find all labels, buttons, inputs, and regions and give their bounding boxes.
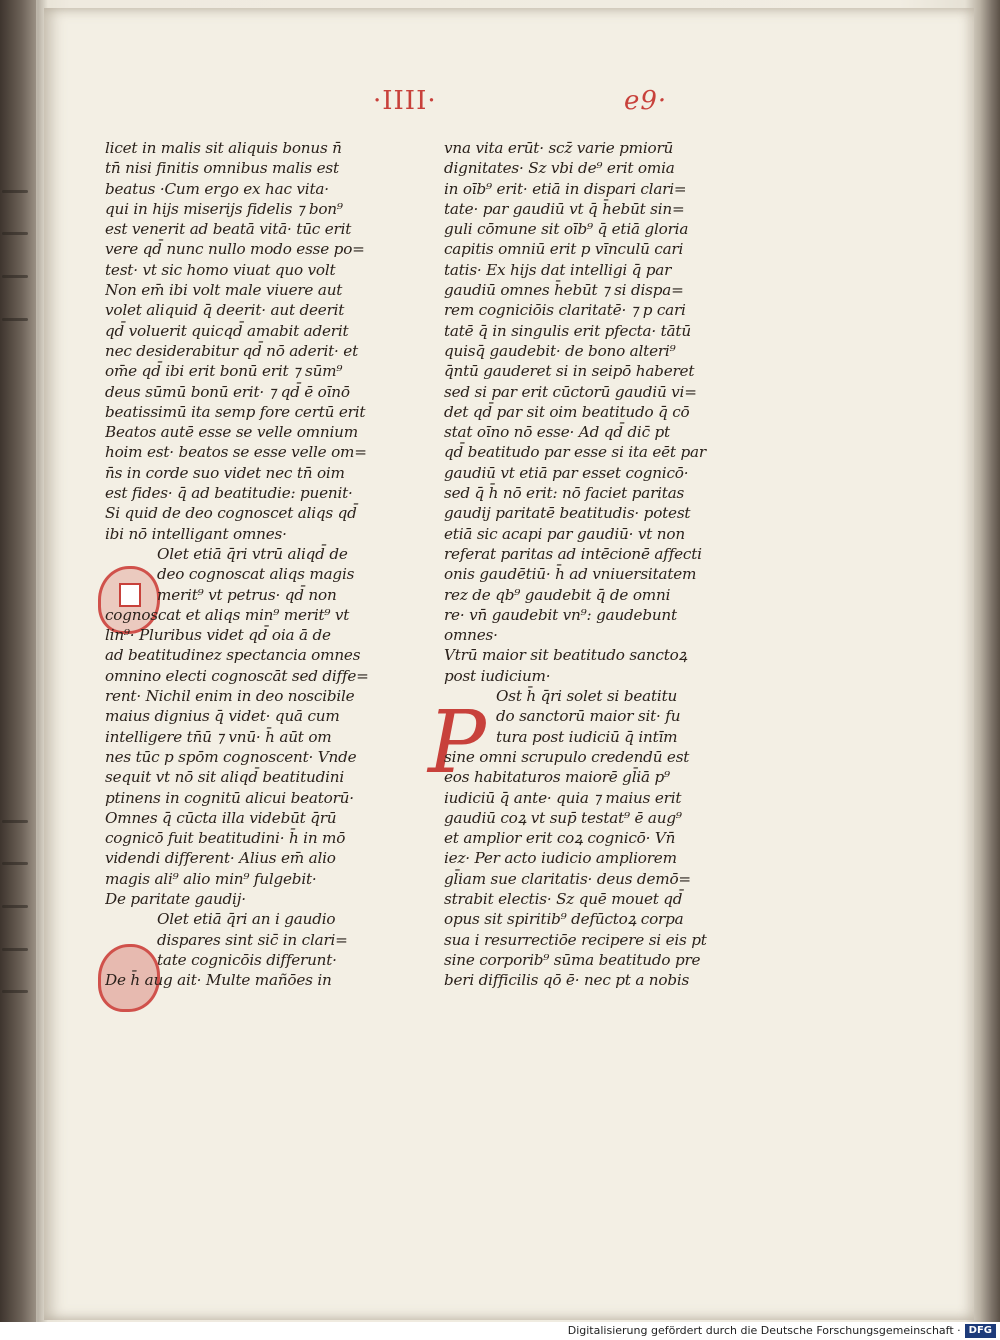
text-line: beatissimū ita semp fore certū erit [105, 402, 366, 421]
text-line: q̄ntū gauderet si in seipō haberet [444, 362, 695, 381]
text-line: Beatos autē esse se velle omnium [105, 423, 358, 442]
text-line: dispares sint sic̄ in clari= [157, 930, 348, 949]
text-column-left [105, 138, 375, 990]
decorated-initial-p: P [428, 693, 486, 793]
text-line: referat paritas ad intēcionē affecti [444, 544, 702, 563]
text-line: est fides· q̄ ad beatitudie: puenit· [105, 484, 353, 503]
text-line: sequit vt nō sit aliqd̄ beatitudini [105, 768, 344, 787]
text-line: vna vita erūt· scz̄ varie pmiorū [444, 139, 674, 157]
text-line: nec desiderabitur qd̄ nō aderit· et [105, 341, 358, 360]
text-line: intelligere tn̄ū ⁊ vnū· h̄ aūt om [105, 727, 332, 746]
text-line: beatus ·Cum ergo ex hac vita· [105, 179, 329, 198]
text-line: sine omni scrupulo credendū est [444, 747, 690, 766]
text-line: tatis· Ex hijs dat intelligi q̄ par [444, 260, 672, 279]
text-line: onis gaudētiū· h̄ ad vniuersitatem [444, 565, 697, 584]
text-line: De h̄ aug ait· Multe mañōes in [105, 971, 332, 990]
text-line: rem cogniciōis claritatē· ⁊ p cari [444, 301, 686, 320]
text-line: capitis omniū erit p vīnculū cari [444, 240, 684, 259]
text-line: licet in malis sit aliquis bonus n̄ [105, 139, 342, 157]
dfg-logo: DFG [965, 1324, 996, 1338]
text-line: gaudiū coꝝ vt sup̄ testat⁹ ē aug⁹ [444, 808, 682, 827]
text-line: in oīb⁹ erit· etiā in dispari clari= [444, 179, 687, 198]
text-line: n̄s in corde suo videt nec tn̄ oim [105, 463, 345, 482]
text-line: magis ali⁹ alio min⁹ fulgebit· [105, 869, 317, 888]
text-line: iez· Per acto iudicio ampliorem [444, 849, 677, 868]
text-line: vere qd̄ nunc nullo modo esse po= [105, 240, 365, 259]
text-line: ibi nō intelligant omnes· [105, 524, 287, 543]
text-line: tn̄ nisi finitis omnibus malis est [105, 159, 339, 178]
text-line: et amplior erit coꝝ cognicō· Vn̄ [444, 829, 676, 848]
running-header-left: ·IIII· [373, 86, 437, 116]
text-line: est venerit ad beatā vitā· tūc erit [105, 220, 352, 239]
text-line: tate cognicōis differunt· [157, 950, 337, 969]
text-line: sine corporib⁹ sūma beatitudo pre [444, 950, 701, 969]
text-line: gaudiū vt etiā par esset cognicō· [444, 463, 689, 482]
text-line: gl̄iam sue claritatis· deus demō= [444, 869, 691, 888]
text-line: Ost h̄ q̄ri solet si beatitu [496, 687, 678, 706]
text-line: re· vn̄ gaudebit vn⁹: gaudebunt [444, 605, 677, 624]
text-line: Vtrū maior sit beatitudo sanctoꝝ [444, 646, 688, 665]
text-line: merit⁹ vt petrus· qd̄ non [157, 585, 337, 604]
text-line: eos habitaturos maiorē gl̄iā p⁹ [444, 768, 670, 787]
text-line: det qd̄ par sit oim beatitudo q̄ cō [444, 402, 690, 421]
footer-credit: Digitalisierung gefördert durch die Deutsche Forschungsgemeinschaft · [567, 1324, 961, 1337]
text-line: qui in hijs miserijs fidelis ⁊ bon⁹ [105, 199, 343, 218]
text-line: tura post iudiciū q̄ intīm [496, 727, 678, 746]
text-line: cognoscat et aliqs min⁹ merit⁹ vt [105, 605, 350, 624]
text-line: qd̄ voluerit quicqd̄ amabit aderit [105, 321, 349, 340]
text-line: deus sūmū bonū erit· ⁊ qd̄ ē oīnō [105, 382, 350, 401]
text-line: sed si par erit cūctorū gaudiū vi= [444, 382, 697, 401]
folio-number: e9· [624, 86, 668, 116]
text-line: rent· Nichil enim in deo noscibile [105, 687, 355, 706]
text-line: maius dignius q̄ videt· quā cum [105, 707, 340, 726]
text-line: stat oīno nō esse· Ad qd̄ dic̄ pt [444, 423, 670, 442]
text-line: rez de qb⁹ gaudebit q̄ de omni [444, 585, 671, 604]
text-line: gaudij paritatē beatitudis· potest [444, 504, 691, 523]
text-line: Omnes q̄ cūcta illa videbūt q̄rū [105, 808, 337, 827]
text-line: dignitates· Sz vbi de⁹ erit omia [444, 159, 675, 178]
text-line: qd̄ beatitudo par esse si ita eēt par [444, 443, 706, 462]
text-line: sed q̄ h̄ nō erit: nō faciet paritas [444, 484, 685, 503]
text-line: tate· par gaudiū vt q̄ h̄ebūt sin= [444, 199, 685, 218]
text-line: gaudiū omnes h̄ebūt ⁊ si dispa= [444, 281, 684, 300]
text-line: opus sit spiritib⁹ defūctoꝝ corpa [444, 910, 684, 929]
text-line: quisq̄ gaudebit· de bono alteri⁹ [444, 341, 676, 360]
text-line: tatē q̄ in singulis erit pfecta· tātū [444, 321, 691, 340]
text-column-right [444, 138, 709, 990]
text-line: deo cognoscat aliqs magis [157, 565, 355, 584]
text-line: De paritate gaudij· [105, 889, 246, 908]
text-line: ptinens in cognitū alicui beatorū· [105, 788, 354, 807]
text-line: om̄e qd̄ ibi erit bonū erit ⁊ sūm⁹ [105, 362, 343, 381]
text-line: sua i resurrectiōe recipere si eis pt [444, 930, 707, 949]
text-line: nes tūc p spōm cognoscent· Vnde [105, 747, 357, 766]
text-line: iudiciū q̄ ante· quia ⁊ maius erit [444, 788, 682, 807]
text-line: Olet etiā q̄ri vtrū aliqd̄ de [157, 544, 348, 563]
text-line: hoim est· beatos se esse velle om= [105, 443, 367, 462]
text-line: do sanctorū maior sit· fu [496, 707, 681, 726]
text-line: omnes· [444, 626, 498, 645]
text-line: beri difficilis qō ē· nec pt a nobis [444, 971, 690, 990]
facing-page-edge [0, 0, 36, 1322]
text-line: Non em̄ ibi volt male viuere aut [105, 281, 343, 300]
text-line: Olet etiā q̄ri an i gaudio [157, 910, 336, 929]
text-line: videndi different· Alius em̄ alio [105, 849, 336, 868]
text-line: test· vt sic homo viuat quo volt [105, 260, 336, 279]
text-line: guli cōmune sit oīb⁹ q̄ etiā gloria [444, 220, 689, 239]
text-line: etiā sic acapi par gaudiū· vt non [444, 524, 685, 543]
text-line: volet aliquid q̄ deerit· aut deerit [105, 301, 345, 320]
text-line: Si quid de deo cognoscet aliqs qd̄ [105, 504, 357, 523]
text-line: omnino electi cognoscāt sed diffe= [105, 666, 369, 685]
text-line: cognicō fuit beatitudini· h̄ in mō [105, 829, 346, 848]
text-line: ad beatitudinez spectancia omnes [105, 646, 361, 665]
digitization-footer [0, 1322, 1000, 1340]
text-line: lin⁹· Pluribus videt qd̄ oia ā de [105, 626, 331, 645]
text-line: post iudicium· [444, 666, 551, 685]
text-line: strabit electis· Sz quē mouet qd̄ [444, 889, 683, 908]
